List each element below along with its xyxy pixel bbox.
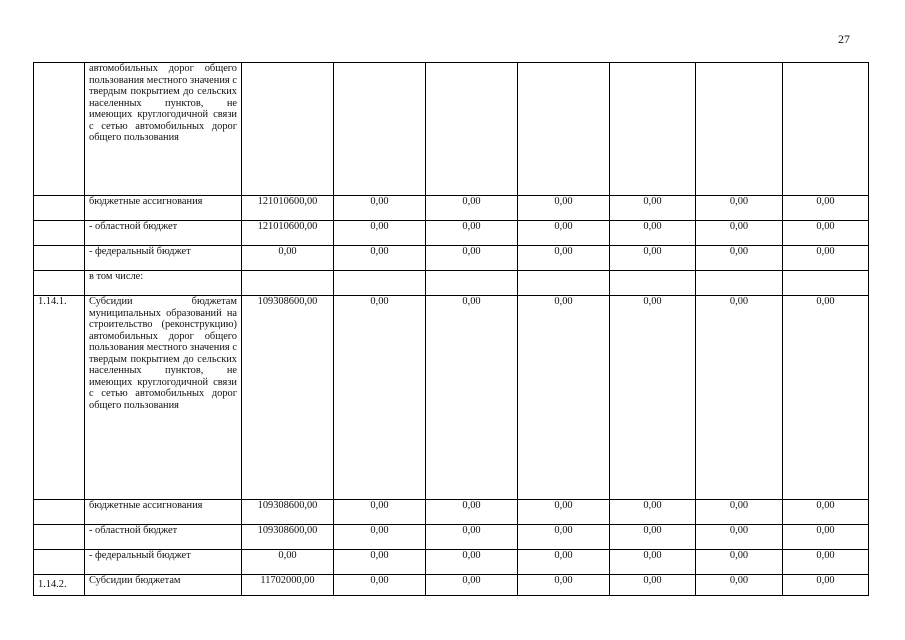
row-value <box>334 271 426 296</box>
row-value: 0,00 <box>334 196 426 221</box>
row-value-total <box>242 271 334 296</box>
row-value <box>783 271 869 296</box>
page-number: 27 <box>838 32 850 46</box>
row-value: 0,00 <box>610 246 696 271</box>
row-value: 0,00 <box>334 575 426 596</box>
row-value: 0,00 <box>334 525 426 550</box>
row-value: 0,00 <box>783 196 869 221</box>
row-value: 0,00 <box>610 296 696 500</box>
row-value: 0,00 <box>696 196 783 221</box>
row-value: 0,00 <box>610 575 696 596</box>
row-value: 0,00 <box>783 500 869 525</box>
row-value-total: 109308600,00 <box>242 296 334 500</box>
row-value: 0,00 <box>334 221 426 246</box>
row-value-total <box>242 63 334 196</box>
row-value: 0,00 <box>426 500 518 525</box>
row-value <box>426 63 518 196</box>
row-label: - федеральный бюджет <box>85 550 242 575</box>
row-index <box>34 500 85 525</box>
row-value <box>610 63 696 196</box>
table-row <box>34 575 869 596</box>
row-value-total: 121010600,00 <box>242 196 334 221</box>
row-value: 0,00 <box>518 550 610 575</box>
row-value <box>696 63 783 196</box>
row-value: 0,00 <box>334 500 426 525</box>
row-value-total: 11702000,00 <box>242 575 334 596</box>
row-value: 0,00 <box>783 246 869 271</box>
budget-table <box>33 62 869 596</box>
row-value: 0,00 <box>783 575 869 596</box>
row-index <box>34 63 85 196</box>
row-value: 0,00 <box>783 296 869 500</box>
row-value: 0,00 <box>334 246 426 271</box>
row-value: 0,00 <box>610 500 696 525</box>
row-value: 0,00 <box>610 550 696 575</box>
row-label: бюджетные ассигнования <box>85 500 242 525</box>
row-value: 0,00 <box>518 500 610 525</box>
row-value: 0,00 <box>610 221 696 246</box>
row-label: в том числе: <box>85 271 242 296</box>
table-row <box>34 296 869 500</box>
row-value <box>696 271 783 296</box>
row-value: 0,00 <box>696 525 783 550</box>
row-label: - областной бюджет <box>85 525 242 550</box>
row-value: 0,00 <box>783 550 869 575</box>
row-description: Субсидии бюджетам <box>85 575 242 596</box>
row-value: 0,00 <box>426 296 518 500</box>
row-index <box>34 550 85 575</box>
row-index <box>34 271 85 296</box>
table-row <box>34 550 869 575</box>
table-row <box>34 196 869 221</box>
row-index <box>34 221 85 246</box>
row-value: 0,00 <box>518 246 610 271</box>
row-value-total: 0,00 <box>242 550 334 575</box>
row-value-total: 0,00 <box>242 246 334 271</box>
table-row <box>34 500 869 525</box>
table-row <box>34 246 869 271</box>
row-value: 0,00 <box>426 246 518 271</box>
row-value: 0,00 <box>334 550 426 575</box>
row-value <box>518 63 610 196</box>
row-value: 0,00 <box>696 246 783 271</box>
row-value: 0,00 <box>426 221 518 246</box>
row-index <box>34 196 85 221</box>
row-value: 0,00 <box>518 296 610 500</box>
row-value: 0,00 <box>610 525 696 550</box>
row-value: 0,00 <box>334 296 426 500</box>
row-index: 1.14.1. <box>34 296 85 500</box>
table-row <box>34 525 869 550</box>
row-value: 0,00 <box>783 221 869 246</box>
table-row <box>34 221 869 246</box>
row-value: 0,00 <box>696 550 783 575</box>
table-row <box>34 271 869 296</box>
row-value: 0,00 <box>783 525 869 550</box>
row-value-total: 109308600,00 <box>242 500 334 525</box>
row-value: 0,00 <box>426 196 518 221</box>
row-value-total: 121010600,00 <box>242 221 334 246</box>
row-value <box>334 63 426 196</box>
row-value: 0,00 <box>696 500 783 525</box>
row-value <box>518 271 610 296</box>
row-value-total: 109308600,00 <box>242 525 334 550</box>
row-label: - федеральный бюджет <box>85 246 242 271</box>
row-value <box>783 63 869 196</box>
row-value: 0,00 <box>696 296 783 500</box>
row-value: 0,00 <box>426 525 518 550</box>
row-value: 0,00 <box>696 575 783 596</box>
row-index: 1.14.2. <box>34 575 85 596</box>
row-index <box>34 525 85 550</box>
row-description: Субсидии бюджетам муниципальных образований на строительство (реконструкцию) автомобильных дорог общего пользования местного значения с твердым покрытием до сельских населенных пунктов, не имеющих круглогодичной связи с сетью автомобильных дорог общего пользования <box>85 296 242 500</box>
row-label: бюджетные ассигнования <box>85 196 242 221</box>
row-label: - областной бюджет <box>85 221 242 246</box>
row-value: 0,00 <box>426 550 518 575</box>
row-value: 0,00 <box>518 196 610 221</box>
row-description: автомобильных дорог общего пользования местного значения с твердым покрытием до сельских населенных пунктов, не имеющих круглогодичной связи с сетью автомобильных дорог общего пользования <box>85 63 242 196</box>
row-value: 0,00 <box>610 196 696 221</box>
row-index <box>34 246 85 271</box>
row-value: 0,00 <box>426 575 518 596</box>
row-value: 0,00 <box>696 221 783 246</box>
row-value <box>610 271 696 296</box>
table-row <box>34 63 869 196</box>
row-value: 0,00 <box>518 525 610 550</box>
row-value <box>426 271 518 296</box>
row-value: 0,00 <box>518 575 610 596</box>
row-value: 0,00 <box>518 221 610 246</box>
